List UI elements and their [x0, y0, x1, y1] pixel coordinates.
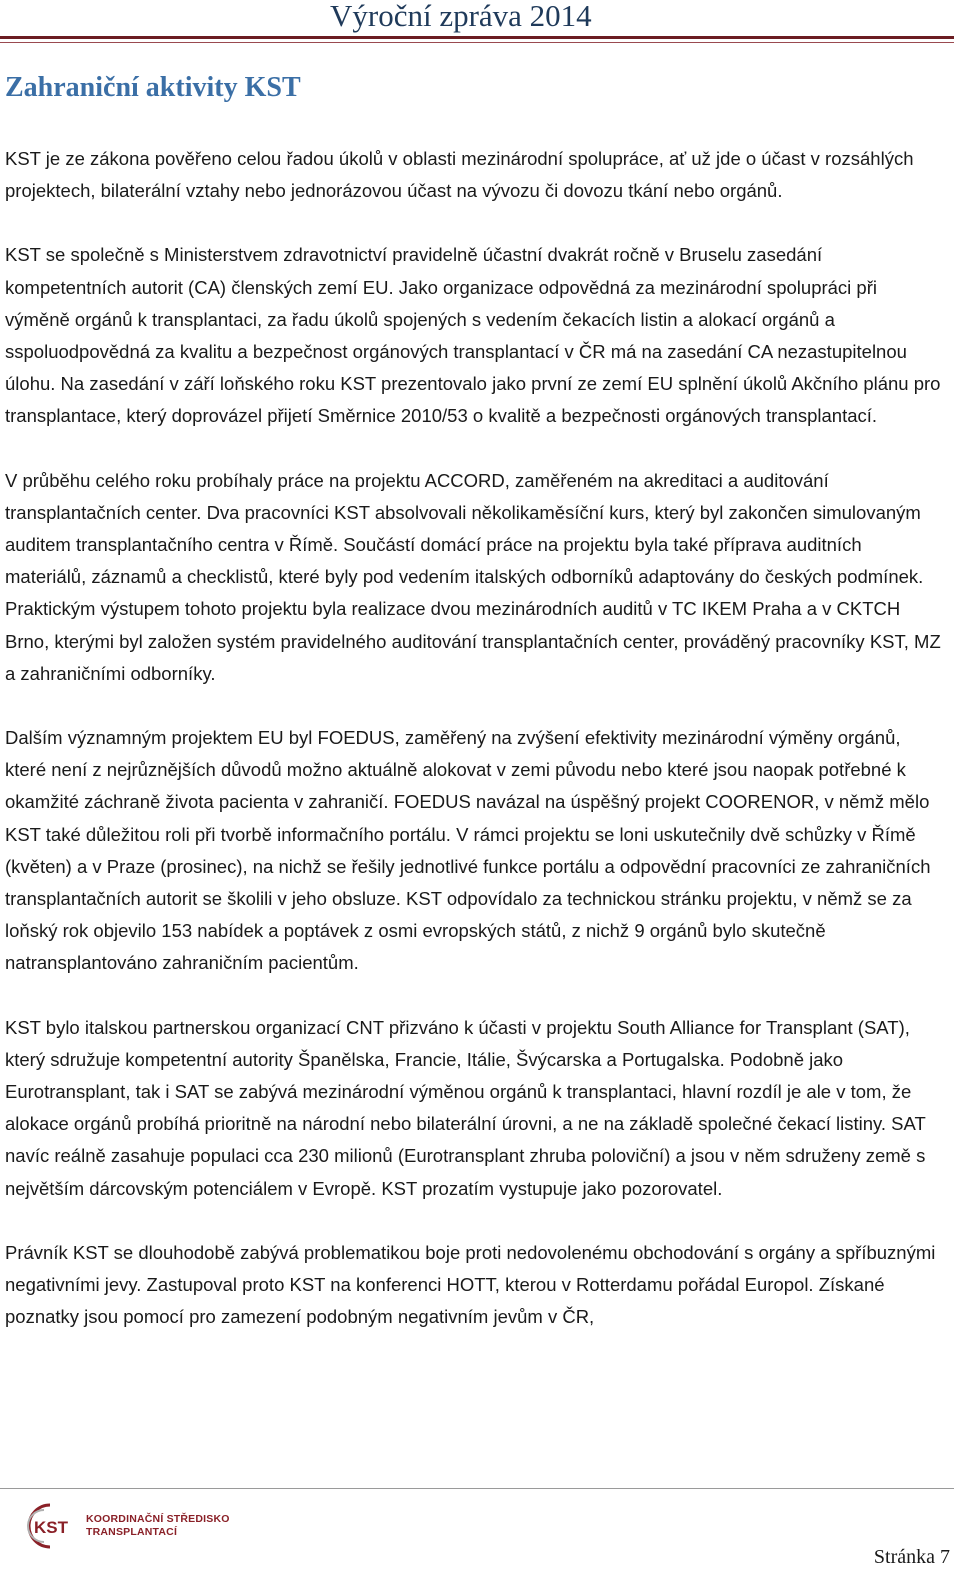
logo-line-2: TRANSPLANTACÍ — [86, 1526, 178, 1538]
kst-logo-icon — [22, 1502, 78, 1550]
kst-logo — [22, 1502, 230, 1550]
report-title: Výroční zpráva 2014 — [330, 0, 592, 33]
paragraph: KST je ze zákona pověřeno celou řadou úkolů v oblasti mezinárodní spolupráce, ať už jde o účast v rozsáhlých projektech, bilaterální vztahy nebo jednorázovou účast na vývozu či dovozu tkání nebo orgánů. — [5, 148, 914, 202]
paragraph: Právník KST se dlouhodobě zabývá problematikou boje proti nedovolenému obchodování s orgány a spříbuznými negativními jevy. Zastupoval proto KST na konferenci HOTT, kterou v Rotterdamu pořádal Europol. Získané poznatky jsou pomocí pro zamezení podobným negativním jevům v ČR, — [5, 1241, 936, 1328]
header-rule-thick — [0, 36, 954, 39]
paragraph: KST bylo italskou partnerskou organizací CNT přizváno k účasti v projektu South Alliance for Transplant (SAT), který sdružuje kompetentní autority Španělska, Francie, Itálie, Švýcarska a Portugalska. Podobně jako Eurotransplant, tak i SAT se zabývá mezinárodní výměnou orgánů k transplantaci, hlavní rozdíl je ale v tom, že alokace orgánů probíhá prioritně na národní nebo bilaterální úrovni, a ne na základě společné čekací listiny. SAT navíc reálně zasahuje populaci cca 230 milionů (Eurotransplant zhruba poloviční) a jsou v něm sdruženy země s největším dárcovským potenciálem v Evropě. KST prozatím vystupuje jako pozorovatel. — [5, 1016, 926, 1199]
logo-line-1: KOORDINAČNÍ STŘEDISKO — [86, 1513, 230, 1525]
paragraph: V průběhu celého roku probíhaly práce na projektu ACCORD, zaměřeném na akreditaci a auditování transplantačních center. Dva pracovníci KST absolvovali několikaměsíční kurs, který byl zakončen simulovaným auditem transplantačního centra v Římě. Součástí domácí práce na projektu byla také příprava auditních materiálů, záznamů a checklistů, které byly pod vedením italských odborníků adaptovány do českých podmínek. Praktickým výstupem tohoto projektu byla realizace dvou mezinárodních auditů v TC IKEM Praha a v CKTCH Brno, kterými byl založen systém pravidelného auditování transplantačních center, prováděný pracovníky KST, MZ a zahraničními odborníky. — [5, 469, 941, 684]
paragraph: Dalším významným projektem EU byl FOEDUS, zaměřený na zvýšení efektivity mezinárodní výměny orgánů, které není z nejrůznějších důvodů možno aktuálně alokovat v zemi původu nebo které jsou naopak potřebné k okamžité záchraně života pacienta v zahraničí. FOEDUS navázal na úspěšný projekt COORENOR, v němž mělo KST také důležitou roli při tvorbě informačního portálu. V rámci projektu se loni uskutečnily dvě schůzky v Římě (květen) a v Praze (prosinec), na nichž se řešily jednotlivé funkce portálu a odpovědní pracovníci ze zahraničních transplantačních autorit se školili v jeho obsluze. KST odpovídalo za technickou stránku projektu, v němž se za loňský rok objevilo 153 nabídek a poptávek z osmi evropských států, z nichž 9 orgánů bylo skutečně natransplantováno zahraničním pacientům. — [5, 727, 931, 974]
logo-mark-text: KST — [34, 1518, 68, 1537]
paragraph: KST se společně s Ministerstvem zdravotnictví pravidelně účastní dvakrát ročně v Bruselu zasedání kompetentních autorit (CA) členských zemí EU. Jako organizace odpovědná za mezinárodní spolupráci při výměně orgánů k transplantaci, za řadu úkolů spojených s vedením čekacích listin a alokací orgánů a sspoluodpovědná za kvalitu a bezpečnost orgánových transplantací v ČR má na zasedání CA nezastupitelnou úlohu. Na zasedání v září loňského roku KST prezentovalo jako první ze zemí EU splnění úkolů Akčního plánu pro transplantace, který doprovázel přijetí Směrnice 2010/53 o kvalitě a bezpečnosti orgánových transplantací. — [5, 244, 941, 427]
section-title: Zahraniční aktivity KST — [5, 72, 301, 103]
body-text — [5, 143, 945, 1366]
footer-rule — [0, 1488, 954, 1489]
logo-text — [86, 1513, 230, 1539]
page-number: Stránka 7 — [873, 1546, 950, 1568]
header-rule-thin — [0, 42, 954, 43]
